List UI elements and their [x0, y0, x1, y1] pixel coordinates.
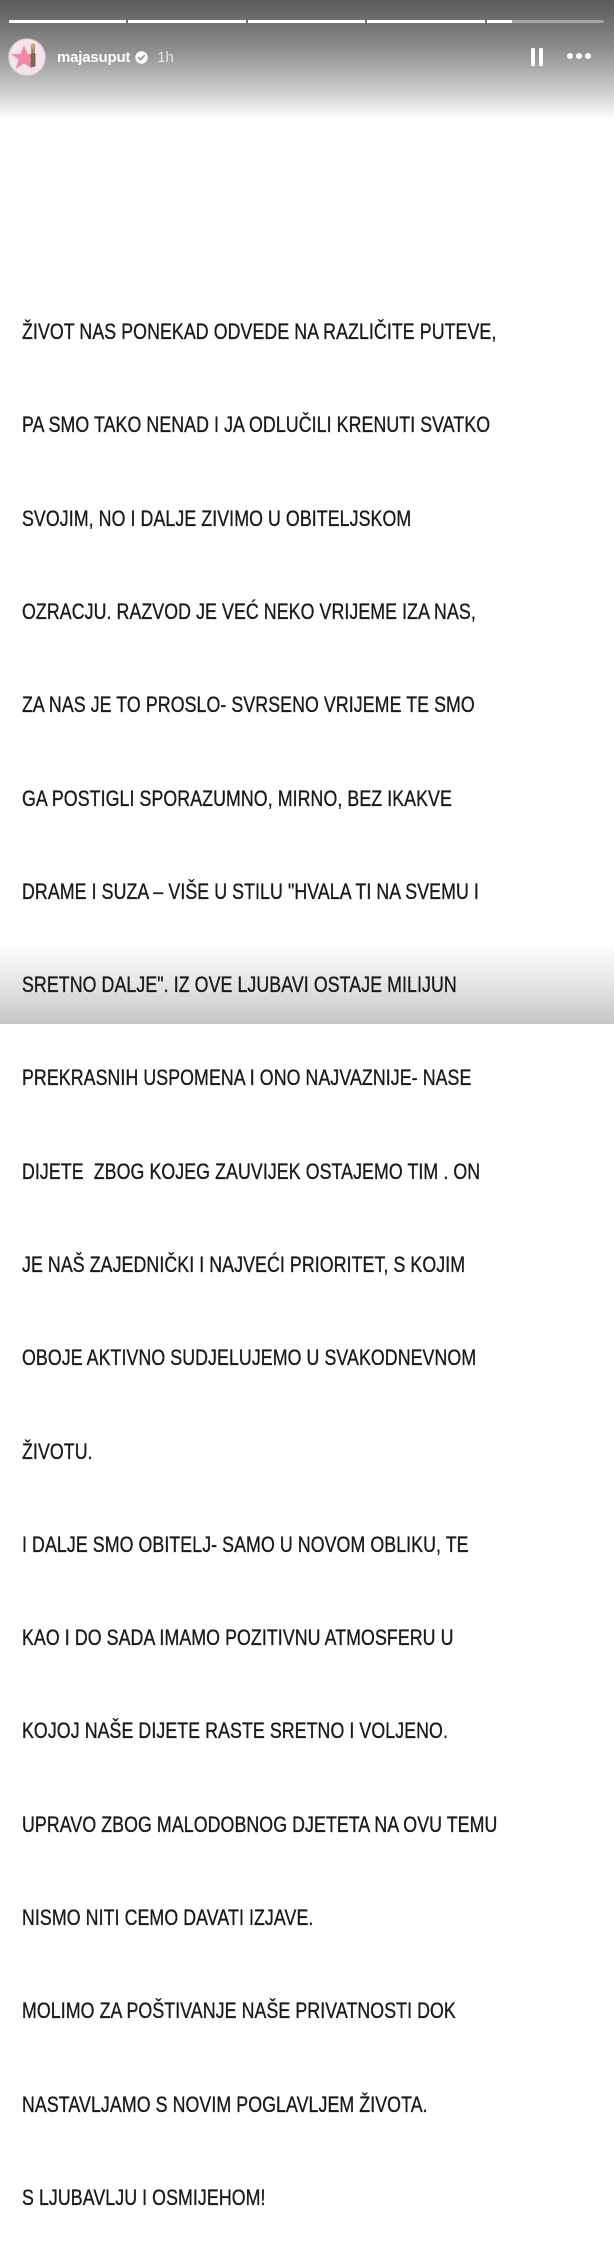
- story-text-line: NISMO NITI CEMO DAVATI IZJAVE.: [22, 1904, 314, 1930]
- more-options-icon: [576, 53, 582, 59]
- story-header: [9, 38, 614, 76]
- progress-segment[interactable]: [9, 20, 126, 23]
- username[interactable]: majasuput: [57, 48, 131, 66]
- story-text-block: [22, 254, 591, 2244]
- story-text-line: ZA NAS JE TO PROSLO- SVRSENO VRIJEME TE SMO: [22, 692, 475, 718]
- pause-button[interactable]: [531, 48, 543, 66]
- avatar[interactable]: [9, 39, 45, 75]
- story-text-line: GA POSTIGLI SPORAZUMNO, MIRNO, BEZ IKAKVE: [22, 785, 452, 811]
- story-text-line: DRAME I SUZA – VIŠE U STILU "HVALA TI NA SVEMU I: [22, 878, 479, 904]
- story-text-line: SRETNO DALJE". IZ OVE LJUBAVI OSTAJE MILIJUN: [22, 972, 457, 998]
- story-text-line: I DALJE SMO OBITELJ- SAMO U NOVOM OBLIKU, TE: [22, 1531, 469, 1557]
- progress-segment[interactable]: [248, 20, 365, 23]
- story-text-line: OZRACJU. RAZVOD JE VEĆ NEKO VRIJEME IZA NAS,: [22, 599, 476, 625]
- more-options-icon: [567, 53, 573, 59]
- progress-segment-current[interactable]: [487, 20, 604, 23]
- story-text-line: SVOJIM, NO I DALJE ZIVIMO U OBITELJSKOM: [22, 505, 412, 531]
- more-options-icon: [585, 53, 591, 59]
- story-text-line: OBOJE AKTIVNO SUDJELUJEMO U SVAKODNEVNOM: [22, 1345, 477, 1371]
- verified-badge-icon: [135, 51, 148, 64]
- story-text-line: NASTAVLJAMO S NOVIM POGLAVLJEM ŽIVOTA.: [22, 2091, 428, 2117]
- story-progress-bar: [9, 20, 604, 23]
- pause-icon: [539, 48, 543, 66]
- story-text-line: MOLIMO ZA POŠTIVANJE NAŠE PRIVATNOSTI DOK: [22, 1998, 456, 2024]
- story-text-line: PREKRASNIH USPOMENA I ONO NAJVAZNIJE- NASE: [22, 1065, 472, 1091]
- story-text-line: DIJETE ZBOG KOJEG ZAUVIJEK OSTAJEMO TIM . ON: [22, 1158, 481, 1184]
- story-text-line: JE NAŠ ZAJEDNIČKI I NAJVEĆI PRIORITET, S KOJIM: [22, 1252, 466, 1277]
- pause-icon: [531, 48, 535, 66]
- story-text-line: S LJUBAVLJU I OSMIJEHOM!: [22, 2184, 266, 2210]
- story-text-line: KOJOJ NAŠE DIJETE RASTE SRETNO I VOLJENO.: [22, 1718, 448, 1744]
- progress-segment[interactable]: [128, 20, 245, 23]
- more-options-button[interactable]: [567, 53, 593, 61]
- story-text-line: KAO I DO SADA IMAMO POZITIVNU ATMOSFERU U: [22, 1625, 454, 1651]
- story-text-line: ŽIVOTU.: [22, 1438, 93, 1464]
- story-text-line: ŽIVOT NAS PONEKAD ODVEDE NA RAZLIČITE PUTEVE,: [22, 319, 497, 345]
- post-time: 1h: [157, 48, 174, 66]
- progress-segment[interactable]: [367, 20, 484, 23]
- story-text-line: UPRAVO ZBOG MALODOBNOG DJETETA NA OVU TEMU: [22, 1811, 498, 1837]
- star-avatar-icon: [9, 39, 45, 75]
- story-text-line: PA SMO TAKO NENAD I JA ODLUČILI KRENUTI SVATKO: [22, 412, 491, 438]
